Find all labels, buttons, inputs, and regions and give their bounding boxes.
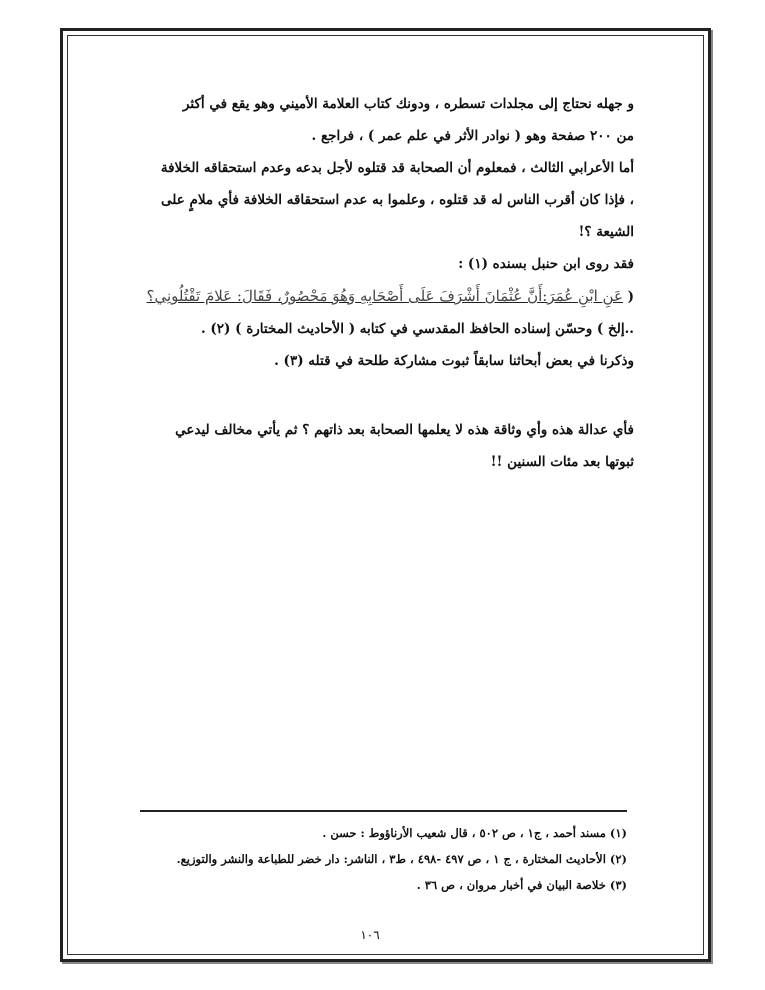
text-line: الشيعة ؟! xyxy=(578,224,634,240)
footnote: (١) مسند أحمد ، ج١ ، ص ٥٠٢ ، قال شعيب الأرناؤوط : حسن . xyxy=(322,826,627,840)
hadith-line xyxy=(130,280,634,313)
closing-paragraph xyxy=(130,414,634,478)
footnotes xyxy=(120,820,627,898)
hadith-open-paren: ( xyxy=(622,289,634,305)
footnote: (٣) خلاصة البيان في أخبار مروان ، ص ٣٦ . xyxy=(416,878,627,892)
text-line: ثبوتها بعد مئات السنين !! xyxy=(490,454,634,470)
text-line: و جهله نحتاج إلى مجلدات تسطره ، ودونك كتاب العلامة الأميني وهو يقع في أكثر xyxy=(182,96,634,112)
footnote: (٢) الأحاديث المختارة ، ج ١ ، ص ٤٩٧ -٤٩٨ ، ط٣ ، الناشر: دار خضر للطباعة والنشر والتوزيع. xyxy=(176,852,627,866)
text-line: ..إلخ ) وحسّن إسناده الحافظ المقدسي في كتابه ( الأحاديث المختارة ) (٢) . xyxy=(200,321,634,337)
text-line: ، فإذا كان أقرب الناس له قد قتلوه ، وعلموا به عدم استحقاقه الخلافة فأي ملامٍ على xyxy=(161,192,634,208)
text-line: وذكرنا في بعض أبحاثنا سابقاً ثبوت مشاركة طلحة في قتله (٣) . xyxy=(274,353,634,369)
text-line: من ٢٠٠ صفحة وهو ( نوادر الأثر في علم عمر ) ، فراجع . xyxy=(311,128,634,144)
page-number: ١٠٦ xyxy=(360,928,380,942)
body-text xyxy=(130,88,634,377)
text-line: أما الأعرابي الثالث ، فمعلوم أن الصحابة قد قتلوه لأجل بدعه وعدم استحقاقه الخلافة xyxy=(160,160,634,176)
footnote-separator xyxy=(140,810,627,812)
hadith-quote: عَنِ ابْنِ عُمَرَ:أَنَّ عُثْمَانَ أَشْرَفَ عَلَى أَصْحَابِهِ وَهُوَ مَحْصُورٌ، فَقَالَ: عَلامَ تَقْتُلُونِي؟ xyxy=(146,287,623,305)
text-line: فأي عدالة هذه وأي وثاقة هذه لا يعلمها الصحابة بعد ذاتهم ؟ ثم يأتي مخالف ليدعي xyxy=(175,422,634,438)
text-line: فقد روى ابن حنبل بسنده (١) : xyxy=(458,256,634,272)
